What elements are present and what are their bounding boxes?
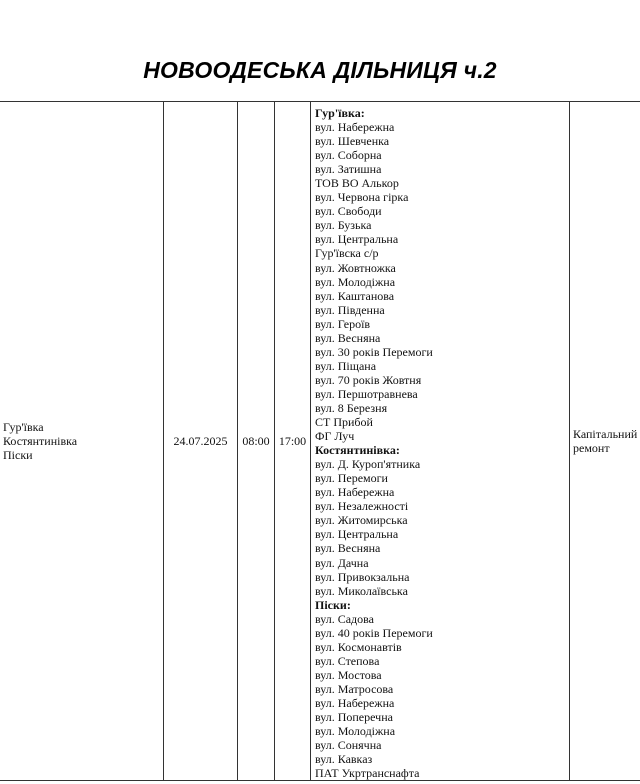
- locality-group-title: Піски:: [315, 597, 351, 612]
- localities-cell: [0, 102, 164, 781]
- street-item: вул. Перемоги: [315, 471, 388, 486]
- street-item: вул. Мостова: [315, 667, 382, 682]
- locality-name: Піски: [3, 448, 33, 463]
- street-item: вул. Сонячна: [315, 738, 382, 753]
- street-item: вул. Центральна: [315, 232, 399, 247]
- street-item: вул. Дачна: [315, 555, 369, 570]
- street-item: вул. Центральна: [315, 527, 399, 542]
- street-item: вул. Привокзальна: [315, 569, 410, 584]
- work-type-text: ремонт: [573, 441, 610, 456]
- street-item: вул. Житомирська: [315, 513, 408, 528]
- street-item: вул. Шевченка: [315, 134, 390, 149]
- table-row: [0, 102, 640, 781]
- street-item: вул. Південна: [315, 302, 385, 317]
- street-item: вул. Степова: [315, 653, 380, 668]
- street-item: вул. 8 Березня: [315, 400, 388, 415]
- street-item: вул. Піщана: [315, 358, 377, 373]
- street-item: вул. Затишна: [315, 162, 382, 177]
- street-item: вул. Свободи: [315, 204, 382, 219]
- time-start-cell: 08:00: [238, 102, 275, 781]
- street-item: вул. Поперечна: [315, 710, 393, 725]
- street-item: вул. Набережна: [315, 485, 395, 500]
- street-item: вул. Каштанова: [315, 288, 395, 303]
- street-item: вул. Незалежності: [315, 499, 409, 514]
- street-item: Гур'ївска с/р: [315, 246, 379, 261]
- street-item: вул. Набережна: [315, 695, 395, 710]
- street-item: вул. Садова: [315, 611, 374, 626]
- street-item: вул. Жовтножка: [315, 260, 396, 275]
- street-item: вул. Миколаївська: [315, 583, 408, 598]
- street-item: вул. 30 років Перемоги: [315, 344, 433, 359]
- streets-list: [315, 106, 565, 780]
- page-title: НОВООДЕСЬКА ДІЛЬНИЦЯ ч.2: [143, 57, 497, 83]
- street-item: СТ Прибой: [315, 415, 373, 430]
- work-type-text: Капітальний: [573, 427, 638, 442]
- street-item: вул. Молодіжна: [315, 274, 396, 289]
- street-item: вул. 40 років Перемоги: [315, 625, 433, 640]
- street-item: вул. Космонавтів: [315, 639, 402, 654]
- street-item: вул. Молодіжна: [315, 724, 396, 739]
- street-item: ТОВ ВО Алькор: [315, 176, 399, 191]
- street-item: вул. Соборна: [315, 148, 382, 163]
- street-item: вул. Першотравнева: [315, 386, 418, 401]
- locality-name: Гур'ївка: [3, 420, 44, 435]
- street-item: вул. 70 років Жовтня: [315, 372, 422, 387]
- street-item: вул. Весняна: [315, 330, 381, 345]
- street-item: ПАТ Укртранснафта: [315, 766, 420, 781]
- street-item: вул. Червона гірка: [315, 190, 409, 205]
- locality-group-title: Костянтинівка:: [315, 443, 400, 458]
- street-item: вул. Бузька: [315, 218, 372, 233]
- street-item: вул. Весняна: [315, 541, 381, 556]
- street-item: ФГ Луч: [315, 429, 355, 444]
- date-cell: 24.07.2025: [164, 102, 238, 781]
- street-item: вул. Кавказ: [315, 752, 373, 767]
- street-item: вул. Матросова: [315, 681, 394, 696]
- street-item: вул. Д. Куроп'ятника: [315, 457, 421, 472]
- time-end-cell: 17:00: [275, 102, 311, 781]
- work-type-cell: [570, 102, 640, 781]
- street-item: вул. Героїв: [315, 316, 371, 331]
- locality-name: Костянтинівка: [3, 434, 78, 449]
- street-item: вул. Набережна: [315, 120, 395, 135]
- locality-group-title: Гур'ївка:: [315, 106, 365, 120]
- outage-schedule-table: [0, 101, 640, 781]
- streets-cell: [311, 102, 570, 781]
